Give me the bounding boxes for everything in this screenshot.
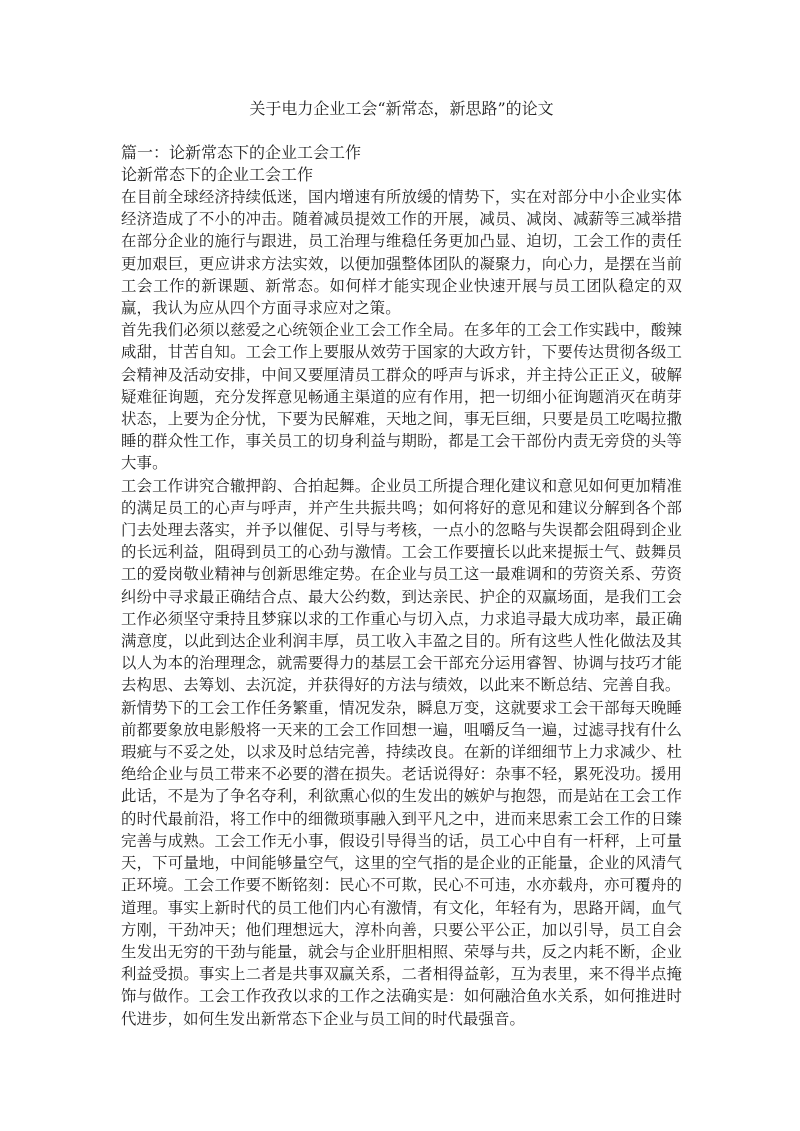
paragraph-second-point: 工会工作讲究合辙押韵、合拍起舞。企业员工所提合理化建议和意见如何更加精准的满足员工的心声与呼声，并产生共振共鸣；如何将好的意见和建议分解到各个部门去处理去落实，并予以催促、引导与考核，一点小的忽略与失误都会阻碍到企业的长远利益，阻碍到员工的心劲与激情。工会工作要擅长以此来提振士气、鼓舞员工的爱岗敬业精神与创新思维定势。在企业与员工这一最难调和的劳资关系、劳资纠纷中寻求最正确结合点、最大公约数，到达亲民、护企的双赢场面，是我们工会工作必须坚守秉持且梦寐以求的工作重心与切入点，力求追寻最大成功率，最正确满意度，以此到达企业利润丰厚，员工收入丰盈之目的。所有这些人性化做法及其以人为本的治理理念，就需要得力的基层工会干部充分运用睿智、协调与技巧才能去构思、去筹划、去沉淀，并获得好的方法与绩效，以此来不断总结、完善自我。 — [121, 476, 682, 695]
paragraph-third-point: 新情势下的工会工作任务繁重，情况发杂，瞬息万变，这就要求工会干部每天晚睡前都要象放电影般将一天来的工会工作回想一遍，咀嚼反刍一遍，过滤寻找有什么瑕疵与不妥之处，以求及时总结完善，持续改良。在新的详细细节上力求减少、杜绝给企业与员工带来不必要的潜在损失。老话说得好：杂事不轻，累死没功。援用此话，不是为了争名夺利，利欲熏心似的生发出的嫉妒与抱怨，而是站在工会工作的时代最前沿，将工作中的细微琐事融入到平凡之中，进而来思索工会工作的日臻完善与成熟。工会工作无小事，假设引导得当的话，员工心中自有一杆秤，上可量天，下可量地，中间能够量空气，这里的空气指的是企业的正能量，企业的风清气正环境。工会工作要不断铭刻：民心不可欺，民心不可违，水亦载舟，亦可覆舟的道理。事实上新时代的员工他们内心有激情，有文化，年轻有为，思路开阔，血气方刚，干劲冲天；他们理想远大，淳朴向善，只要公平公正，加以引导，员工自会生发出无穷的干劲与能量，就会与企业肝胆相照、荣辱与共，反之内耗不断，企业利益受损。事实上二者是共事双赢关系，二者相得益彰，互为表里，来不得半点掩饰与做作。工会工作孜孜以求的工作之法确实是：如何融洽鱼水关系，如何推进时代进步，如何生发出新常态下企业与员工间的时代最强音。 — [121, 698, 682, 1028]
section-title: 篇一：论新常态下的企业工会工作 — [121, 143, 362, 162]
paragraph-intro: 在目前全球经济持续低迷，国内增速有所放缓的情势下，实在对部分中小企业实体经济造成了不小的冲击。随着减员提效工作的开展，减员、减岗、减薪等三减举措在部分企业的施行与跟进，员工治理与维稳任务更加凸显、迫切，工会工作的责任更加艰巨，更应讲求方法实效，以便加强整体团队的凝聚力，向心力，是摆在当前工会工作的新课题、新常态。如何样才能实现企业快速开展与员工团队稳定的双赢，我认为应从四个方面寻求应对之策。 — [121, 188, 682, 318]
article-subtitle: 论新常态下的企业工会工作 — [121, 165, 314, 184]
paragraph-first-point: 首先我们必须以慈爱之心统领企业工会工作全局。在多年的工会工作实践中，酸辣咸甜，甘苦自知。工会工作上要服从效劳于国家的大政方针，下要传达贯彻各级工会精神及活动安排，中间又要厘清员工群众的呼声与诉求，并主持公正正义，破解疑难征询题，充分发挥意见畅通主渠道的应有作用，把一切细小征询题消灭在萌芽状态，上要为企分忧，下要为民解难，天地之间，事无巨细，只要是员工吃喝拉撒睡的群众性工作，事关员工的切身利益与期盼，都是工会干部份内责无旁贷的头等大事。 — [121, 321, 682, 473]
document-title: 关于电力企业工会“新常态，新思路”的论文 — [249, 99, 554, 118]
